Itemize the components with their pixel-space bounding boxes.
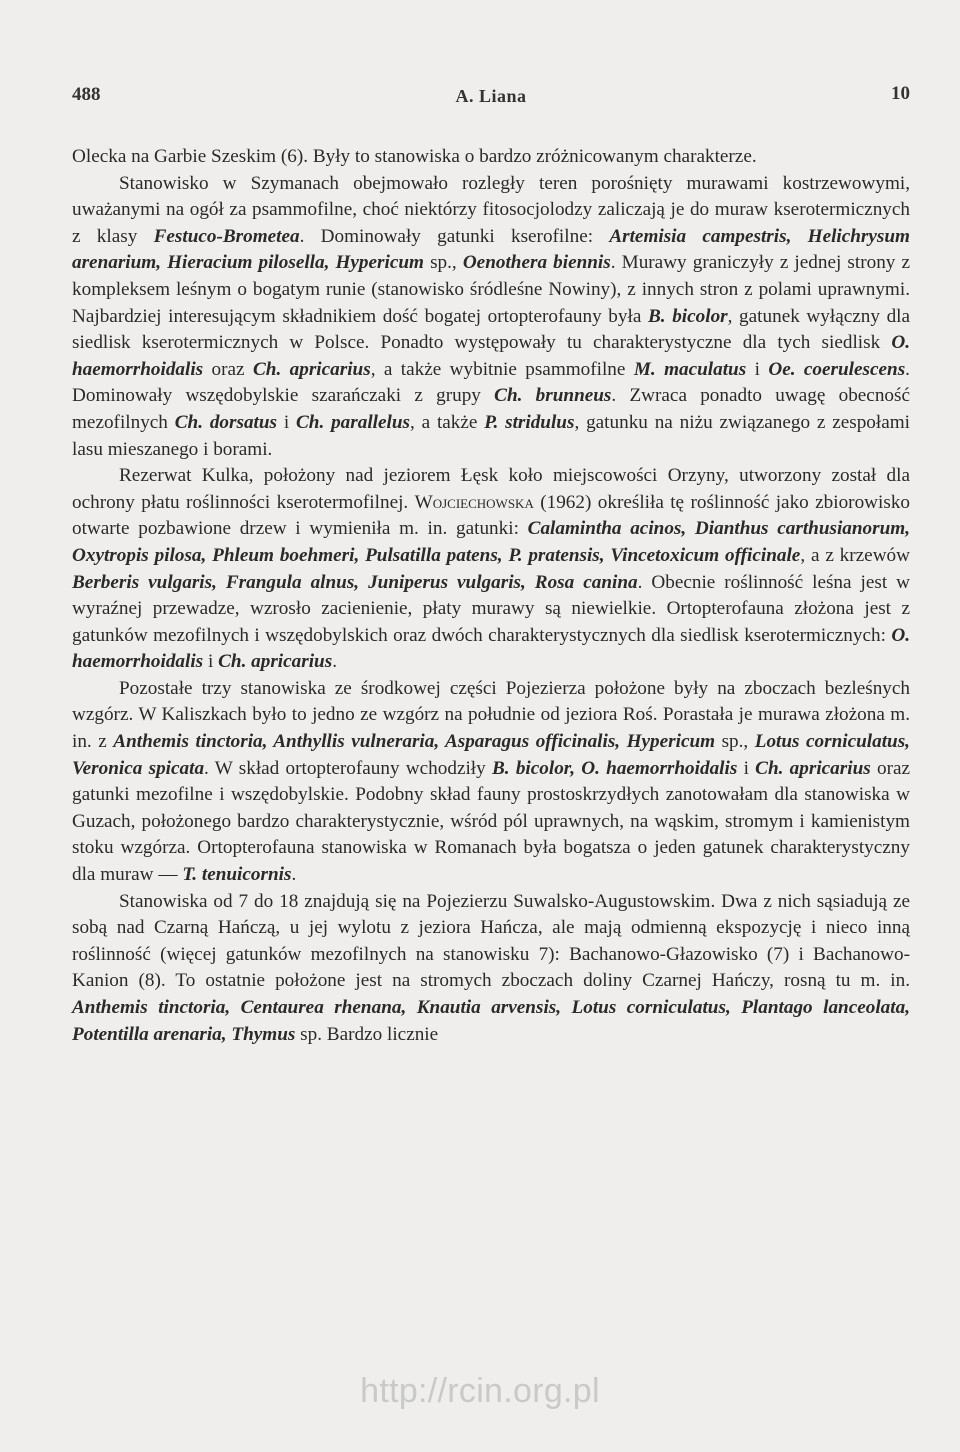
text-run: . Murawy graniczyły z jednej strony z kompleksem leśnym o bogatym runie (stanowisko śródleśne Nowiny), z innych stron z polami uprawnymi. Najbardziej interesującym składnikiem dość bogatej ortopterofauny była <box>72 252 911 327</box>
species-name: Festuco-Brometea <box>153 225 300 247</box>
text-run: sp., <box>423 252 463 274</box>
species-name: O. haemorrhoidalis <box>72 332 910 380</box>
text-run: Olecka na Garbie Szeskim (6). Były to stanowiska o bardzo zróżnicowanym charakterze. <box>72 146 757 167</box>
species-name: Ch. dorsatus <box>174 411 278 433</box>
paragraph <box>72 463 910 676</box>
text-run: , a także <box>409 411 485 433</box>
text-run: . Dominowały gatunki kserofilne: <box>299 225 610 247</box>
page-header <box>72 80 910 114</box>
species-name: T. tenuicornis <box>182 864 292 886</box>
text-run: Stanowiska od 7 do 18 znajdują się na Pojezierzu Suwalsko-Augustowskim. Dwa z nich sąsiadują ze sobą nad Czarną Hańczą, u jej wylotu z jeziora Hańcza, ale mają odmienną ekspozycję i nieco inną roślinność (więcej gatunków mezofilnych na stanowisku 7): Bachanowo-Głazowisko (7) i Bachanowo-Kanion (8). To ostatnie położone jest na stromych zboczach doliny Czarnej Hańczy, rosną tu m. in. <box>72 890 910 992</box>
species-name: Ch. apricarius <box>755 757 871 779</box>
text-run: . <box>332 651 337 673</box>
species-name: B. bicolor <box>647 305 728 327</box>
species-name: Ch. brunneus <box>494 385 612 407</box>
section-number: 10 <box>891 83 910 104</box>
page-number: 488 <box>72 84 101 105</box>
paragraph <box>72 171 910 464</box>
species-name: Oenothera biennis <box>462 252 611 274</box>
text-run: , gatunku na niżu związanego z zespołami lasu mieszanego i borami. <box>72 411 910 460</box>
text-run: Stanowisko w Szymanach obejmowało rozległy teren porośnięty murawami kostrzewowymi, uważanymi na ogół za psammofilne, choć niektórzy fitosocjolodzy zaliczają je do muraw kserotermicznych z klasy <box>72 172 910 247</box>
text-run: oraz gatunki mezofilne i wszędobylskie. Podobny skład fauny prostoskrzydłych zanotowałam dla stanowiska w Guzach, położonego bardzo charakterystycznie, wśród pól uprawnych, na wąskim, stromym i kamienistym stoku wzgórza. Ortopterofauna stanowiska w Romanach była bogatsza o jeden gatunek charakterystyczny dla muraw — <box>72 757 910 886</box>
species-name: Ch. apricarius <box>252 358 371 380</box>
text-run: Rezerwat Kulka, położony nad jeziorem Łęsk koło miejscowości Orzyny, utworzony został dla ochrony płatu roślinności kserotermofilnej. <box>72 465 910 513</box>
species-name: Ch. apricarius <box>218 651 333 673</box>
species-name: Artemisia campestris, Helichrysum arenarium, Hieracium pilosella, Hypericum <box>72 225 910 274</box>
running-title: A. Liana <box>455 86 527 106</box>
species-name: P. stridulus <box>484 411 575 433</box>
text-run: sp. Bardzo licznie <box>295 1023 439 1045</box>
text-run: i <box>203 651 219 673</box>
text-run: , a także wybitnie psammofilne <box>370 358 634 380</box>
text-run: Pozostałe trzy stanowiska ze środkowej części Pojezierza położone były na zboczach bezleśnych wzgórz. W Kaliszkach było to jedno ze wzgórz na południe od jeziora Roś. Porastała je murawa złożona m. in. z <box>72 677 910 753</box>
species-name: Ch. parallelus <box>296 411 410 433</box>
paragraph <box>72 889 910 1049</box>
species-name: Calamintha acinos, Dianthus carthusianorum, Oxytropis pilosa, Phleum boehmeri, Pulsatilla patens, P. pratensis, Vincetoxicum officinale <box>72 518 911 566</box>
text-run: . W skład ortopterofauny wchodziły <box>204 757 492 779</box>
text-run: . Dominowały wszędobylskie szarańczaki z grupy <box>72 358 910 407</box>
species-name: Oe. coerulescens <box>768 358 906 380</box>
text-run: i <box>737 757 756 779</box>
species-name: B. bicolor, O. haemorrhoidalis <box>491 757 738 779</box>
text-run: sp., <box>715 731 755 753</box>
text-run: , gatunek wyłączny dla siedlisk kserotermicznych w Polsce. Ponadto występowały tu charakterystyczne dla tych siedlisk <box>72 305 911 354</box>
paragraph <box>72 144 910 171</box>
page <box>72 80 910 1048</box>
paragraph <box>72 676 910 889</box>
species-name: Anthemis tinctoria, Centaurea rhenana, Knautia arvensis, Lotus corniculatus, Plantago lanceolata, Potentilla arenaria, Thymus <box>72 997 910 1045</box>
species-name: M. maculatus <box>633 358 747 380</box>
text-run: , a z krzewów <box>800 544 911 566</box>
text-run: i <box>746 358 769 380</box>
species-name: Berberis vulgaris, Frangula alnus, Juniperus vulgaris, Rosa canina <box>72 571 638 593</box>
text-run: (1962) określiła tę roślinność jako zbiorowisko otwarte pozbawione drzew i wymieniła m. in. gatunki: <box>72 491 911 540</box>
text-run: i <box>277 411 296 433</box>
text-run: oraz <box>203 358 253 380</box>
text-run: . <box>291 864 297 886</box>
text-run: . Zwraca ponadto uwagę obecność mezofilnych <box>72 385 910 433</box>
species-name: O. haemorrhoidalis <box>72 624 910 673</box>
species-name: Anthemis tinctoria, Anthyllis vulneraria, Asparagus officinalis, Hypericum <box>113 731 716 753</box>
body-text <box>72 144 910 1048</box>
author-citation: Wojciechowska <box>414 491 534 513</box>
watermark: http://rcin.org.pl <box>360 1372 600 1410</box>
text-run: . Obecnie roślinność leśna jest w wyraźnej przewadze, wzrosło zacienienie, płaty murawy są niewielkie. Ortopterofauna złożona jest z gatunków mezofilnych i wszędobylskich oraz dwóch charakterystycznych dla siedlisk kserotermicznych: <box>72 571 910 646</box>
species-name: Lotus corniculatus, Veronica spicata <box>72 731 910 779</box>
